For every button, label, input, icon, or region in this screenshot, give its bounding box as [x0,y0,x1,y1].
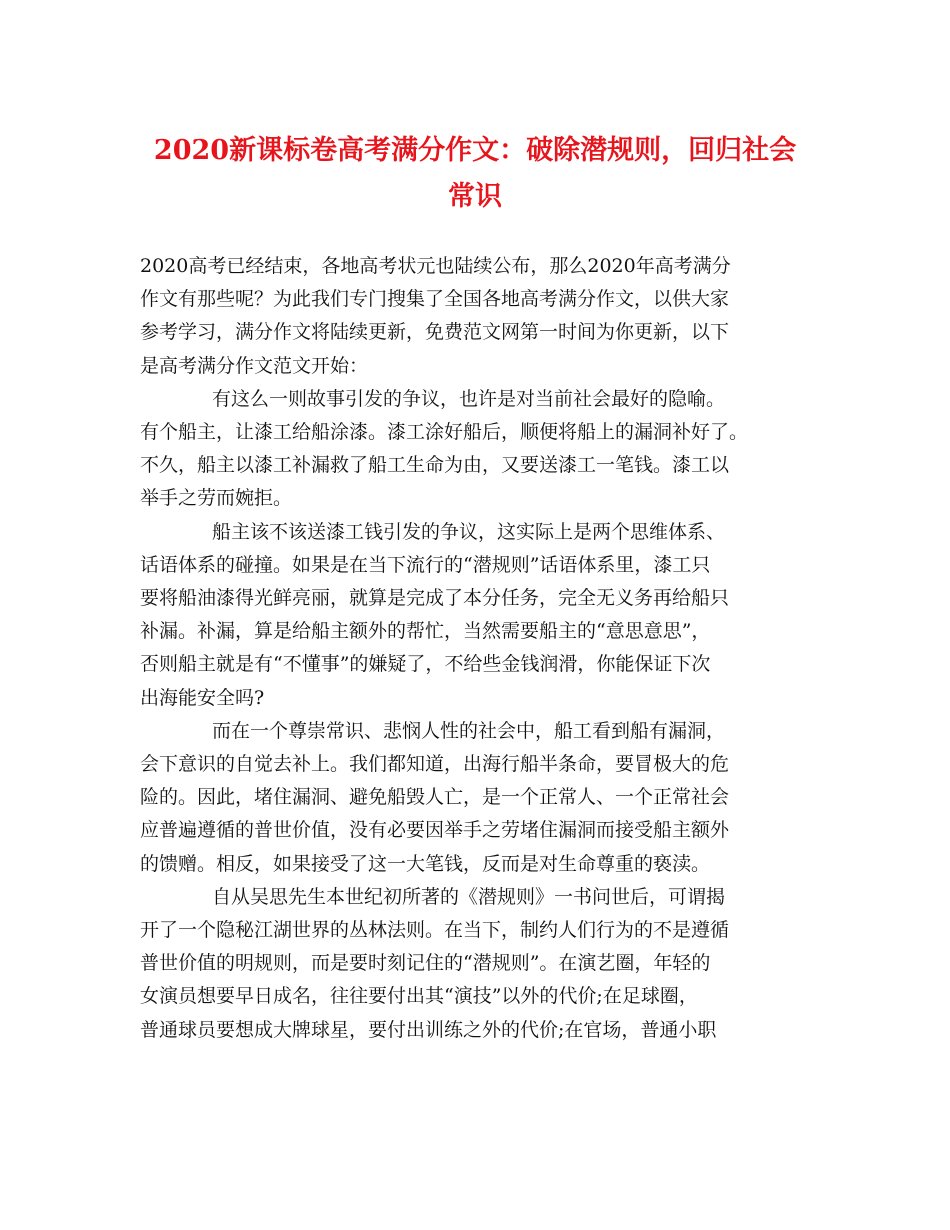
text-line: 作文有那些呢？为此我们专门搜集了全国各地高考满分作文，以供大家 [140,288,730,311]
document-body [140,250,830,1047]
paragraph-story [140,383,830,516]
text-line: 险的。因此，堵住漏洞、避免船毁人亡，是一个正常人、一个正常社会 [140,786,730,809]
text-line: 举手之劳而婉拒。 [140,487,293,510]
text-line: 参考学习，满分作文将陆续更新，免费范文网第一时间为你更新，以下 [140,321,730,344]
text-line: 船主该不该送漆工钱引发的争议，这实际上是两个思维体系、 [212,520,726,543]
text-line: 要将船油漆得光鲜亮丽，就算是完成了本分任务，完全无义务再给船只 [140,587,730,610]
text-line: 不久，船主以漆工补漏救了船工生命为由，又要送漆工一笔钱。漆工以 [140,454,730,477]
text-line: 自从吴思先生本世纪初所著的《潜规则》一书问世后，可谓揭 [212,885,726,908]
paragraph-hidden-rules [140,881,830,1047]
document-title [120,128,830,220]
text-line: 是高考满分作文范文开始： [140,354,369,377]
text-line: 补漏。补漏，算是给船主额外的帮忙，当然需要船主的“意思意思”， [140,620,711,643]
text-line: 开了一个隐秘江湖世界的丛林法则。在当下，制约人们行为的不是遵循 [140,919,730,942]
text-line: 2020高考已经结束，各地高考状元也陆续公布，那么2020年高考满分 [140,255,731,277]
paragraph-debate [140,516,830,715]
text-line: 有个船主，让漆工给船涂漆。漆工涂好船后，顺便将船上的漏洞补好了。 [140,421,749,444]
paragraph-intro [140,250,830,383]
title-line-2: 常识 [448,181,502,212]
text-line: 话语体系的碰撞。如果是在当下流行的“潜规则”话语体系里，漆工只 [140,553,711,576]
text-line: 而在一个尊崇常识、悲悯人性的社会中，船工看到船有漏洞， [212,719,726,742]
paragraph-common-sense [140,715,830,881]
text-line: 出海能安全吗? [140,686,265,709]
text-line: 普世价值的明规则，而是要时刻记住的“潜规则”。在演艺圈，年轻的 [140,952,711,975]
text-line: 应普遍遵循的普世价值，没有必要因举手之劳堵住漏洞而接受船主额外 [140,819,730,842]
text-line: 否则船主就是有“不懂事”的嫌疑了，不给些金钱润滑，你能保证下次 [140,653,711,676]
text-line: 会下意识的自觉去补上。我们都知道，出海行船半条命，要冒极大的危 [140,753,730,776]
text-line: 有这么一则故事引发的争议，也许是对当前社会最好的隐喻。 [212,387,726,410]
text-line: 女演员想要早日成名，往往要付出其“演技”以外的代价;在足球圈， [140,985,698,1008]
title-line-1: 2020新课标卷高考满分作文：破除潜规则，回归社会 [153,135,797,166]
text-line: 普通球员要想成大牌球星，要付出训练之外的代价;在官场，普通小职 [140,1018,717,1041]
text-line: 的馈赠。相反，如果接受了这一大笔钱，反而是对生命尊重的亵渎。 [140,852,711,875]
